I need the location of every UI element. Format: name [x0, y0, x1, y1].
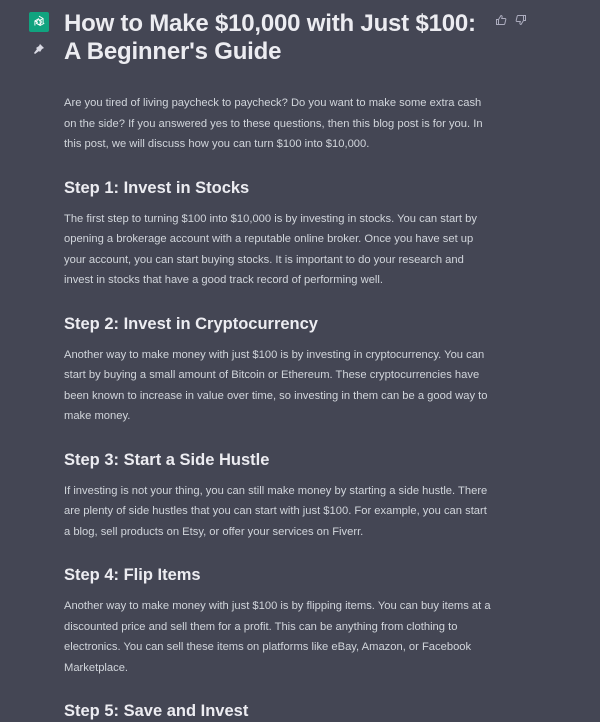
assistant-avatar-column	[29, 12, 49, 54]
feedback-buttons	[495, 13, 527, 25]
section-body: Another way to make money with just $100 is by flipping items. You can buy items at a discounted price and sell them for a profit. This can be anything from clothing to electronics. You can sell these items on platforms like eBay, Amazon, or Facebook Marketplace.	[64, 600, 491, 674]
thumbs-up-icon[interactable]	[495, 13, 507, 25]
section-body: Another way to make money with just $100 is by investing in cryptocurrency. You can start by buying a small amount of Bitcoin or Ethereum. These cryptocurrencies have been known to increase in value over time, so investing in them can be a good way to make money.	[64, 348, 488, 422]
openai-logo-icon	[29, 12, 49, 32]
article-section	[64, 564, 496, 678]
section-heading: Step 4: Flip Items	[64, 566, 201, 584]
section-heading: Step 5: Save and Invest	[64, 702, 249, 720]
article-section	[64, 177, 496, 291]
section-body: If investing is not your thing, you can still make money by starting a side hustle. There are plenty of side hustles that you can start with just $100. For example, you can start a blog, sell products on Etsy, or offer your services on Fiverr.	[64, 484, 488, 538]
section-heading: Step 1: Invest in Stocks	[64, 178, 250, 197]
pin-icon[interactable]	[33, 42, 45, 54]
article-section	[64, 449, 496, 543]
article-title: How to Make $10,000 with Just $100: A Beginner's Guide	[64, 10, 476, 65]
section-body: The first step to turning $100 into $10,000 is by investing in stocks. You can start by opening a brokerage account with a reputable online broker. Once you have set up your account, you can start buying stocks. It is important to do your research and invest in stocks that have a good track record of performing well.	[64, 212, 477, 286]
section-heading: Step 2: Invest in Cryptocurrency	[64, 314, 318, 333]
assistant-message	[64, 10, 496, 722]
article-section	[64, 313, 496, 427]
section-heading: Step 3: Start a Side Hustle	[64, 450, 270, 469]
article-section	[64, 700, 496, 722]
thumbs-down-icon[interactable]	[515, 13, 527, 25]
article-intro: Are you tired of living paycheck to paycheck? Do you want to make some extra cash on the side? If you answered yes to these questions, then this blog post is for you. In this post, we will discuss how you can turn $100 into $10,000.	[64, 97, 483, 150]
